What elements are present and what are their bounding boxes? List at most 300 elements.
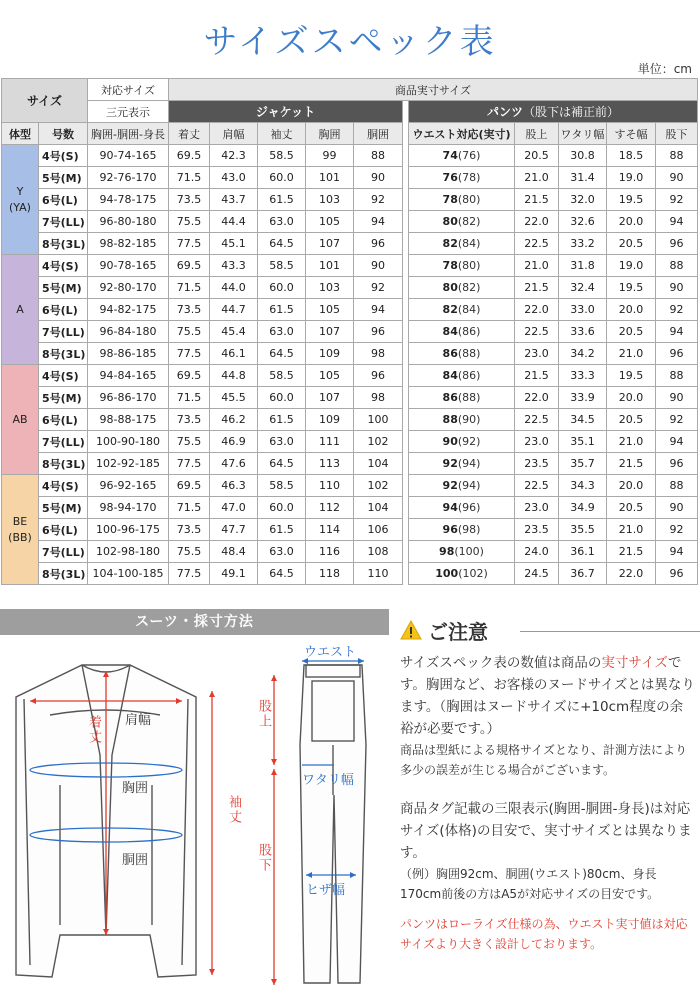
col-thigh: ワタリ幅 [559,123,607,145]
cell-sleeve: 58.5 [258,475,306,497]
cell-hem: 21.5 [607,541,656,563]
cell-hem: 19.0 [607,167,656,189]
warning-icon [400,620,422,640]
table-row [2,167,698,189]
cell-inseam: 94 [656,541,698,563]
cell-shoulder: 43.3 [210,255,258,277]
cell-inseam: 90 [656,277,698,299]
cell-length: 77.5 [169,453,210,475]
label-p-waist: ウエスト [304,645,357,660]
cell-combo: 100-90-180 [88,431,169,453]
cell-shoulder: 45.5 [210,387,258,409]
notice-divider [520,631,700,632]
cell-chest: 107 [306,233,354,255]
cell-waist-p: 92(94) [409,453,515,475]
header-corresponding: 対応サイズ [88,79,169,101]
cell-no: 4号(S) [39,475,88,497]
cell-length: 77.5 [169,563,210,585]
cell-rise: 23.0 [515,431,559,453]
cell-length: 71.5 [169,387,210,409]
cell-waist-j: 92 [354,277,403,299]
cell-waist-p: 74(76) [409,145,515,167]
body-type-cell: Y (YA) [2,145,39,255]
col-no: 号数 [39,123,88,145]
cell-waist-p: 92(94) [409,475,515,497]
table-row [2,431,698,453]
cell-no: 7号(LL) [39,211,88,233]
cell-no: 7号(LL) [39,541,88,563]
cell-shoulder: 45.4 [210,321,258,343]
cell-sleeve: 61.5 [258,189,306,211]
cell-inseam: 92 [656,409,698,431]
cell-hem: 21.0 [607,519,656,541]
notice-body [400,652,696,954]
cell-inseam: 96 [656,233,698,255]
cell-combo: 90-74-165 [88,145,169,167]
cell-length: 73.5 [169,409,210,431]
label-sleeve: 袖丈 [226,795,241,825]
header-jacket: ジャケット [169,101,403,123]
cell-thigh: 34.2 [559,343,607,365]
cell-sleeve: 60.0 [258,387,306,409]
cell-shoulder: 46.2 [210,409,258,431]
cell-hem: 19.5 [607,277,656,299]
cell-shoulder: 44.7 [210,299,258,321]
cell-shoulder: 46.1 [210,343,258,365]
body-type-cell: A [2,255,39,365]
cell-waist-p: 80(82) [409,211,515,233]
cell-combo: 94-84-165 [88,365,169,387]
cell-shoulder: 49.1 [210,563,258,585]
cell-combo: 94-82-175 [88,299,169,321]
cell-sleeve: 63.0 [258,321,306,343]
cell-chest: 112 [306,497,354,519]
cell-waist-j: 104 [354,453,403,475]
cell-no: 7号(LL) [39,321,88,343]
cell-waist-j: 102 [354,431,403,453]
cell-shoulder: 48.4 [210,541,258,563]
table-row [2,343,698,365]
cell-shoulder: 44.4 [210,211,258,233]
table-row [2,189,698,211]
cell-waist-p: 94(96) [409,497,515,519]
cell-rise: 21.5 [515,365,559,387]
cell-chest: 105 [306,211,354,233]
cell-combo: 92-76-170 [88,167,169,189]
cell-combo: 104-100-185 [88,563,169,585]
table-row [2,321,698,343]
cell-chest: 101 [306,255,354,277]
cell-rise: 22.0 [515,299,559,321]
cell-chest: 107 [306,387,354,409]
cell-sleeve: 60.0 [258,277,306,299]
cell-waist-p: 98(100) [409,541,515,563]
table-row [2,299,698,321]
table-row [2,541,698,563]
cell-waist-j: 88 [354,145,403,167]
cell-length: 69.5 [169,145,210,167]
cell-chest: 109 [306,409,354,431]
cell-rise: 21.0 [515,167,559,189]
cell-hem: 20.5 [607,409,656,431]
table-row [2,453,698,475]
cell-chest: 103 [306,189,354,211]
cell-thigh: 35.5 [559,519,607,541]
cell-chest: 114 [306,519,354,541]
cell-thigh: 36.1 [559,541,607,563]
cell-rise: 23.5 [515,519,559,541]
cell-inseam: 94 [656,211,698,233]
cell-waist-j: 96 [354,365,403,387]
cell-rise: 22.5 [515,409,559,431]
cell-waist-j: 110 [354,563,403,585]
cell-thigh: 34.5 [559,409,607,431]
cell-waist-p: 86(88) [409,387,515,409]
cell-waist-p: 82(84) [409,299,515,321]
cell-waist-j: 90 [354,255,403,277]
cell-inseam: 96 [656,563,698,585]
cell-hem: 19.0 [607,255,656,277]
cell-inseam: 88 [656,365,698,387]
notice-header [400,617,488,643]
cell-thigh: 33.2 [559,233,607,255]
cell-shoulder: 46.3 [210,475,258,497]
cell-hem: 20.0 [607,211,656,233]
cell-hem: 20.5 [607,321,656,343]
cell-shoulder: 44.8 [210,365,258,387]
cell-no: 4号(S) [39,365,88,387]
cell-rise: 23.0 [515,343,559,365]
cell-waist-p: 80(82) [409,277,515,299]
cell-length: 75.5 [169,431,210,453]
cell-thigh: 36.7 [559,563,607,585]
table-row [2,233,698,255]
cell-inseam: 94 [656,321,698,343]
label-waist: 胴囲 [122,853,149,868]
cell-no: 4号(S) [39,255,88,277]
cell-combo: 96-80-180 [88,211,169,233]
label-length: 着丈 [86,715,101,745]
cell-shoulder: 47.0 [210,497,258,519]
cell-inseam: 90 [656,167,698,189]
cell-no: 8号(3L) [39,563,88,585]
cell-rise: 24.0 [515,541,559,563]
cell-thigh: 33.3 [559,365,607,387]
cell-waist-p: 100(102) [409,563,515,585]
cell-waist-p: 86(88) [409,343,515,365]
cell-chest: 110 [306,475,354,497]
cell-waist-p: 78(80) [409,189,515,211]
cell-chest: 105 [306,365,354,387]
cell-waist-j: 100 [354,409,403,431]
cell-waist-p: 96(98) [409,519,515,541]
col-combo: 胸囲-胴囲-身長 [88,123,169,145]
table-row [2,365,698,387]
cell-chest: 116 [306,541,354,563]
cell-no: 6号(L) [39,189,88,211]
cell-rise: 23.0 [515,497,559,519]
cell-waist-j: 94 [354,211,403,233]
cell-no: 8号(3L) [39,233,88,255]
cell-shoulder: 43.0 [210,167,258,189]
cell-chest: 111 [306,431,354,453]
unit-label: 単位：cm [637,62,692,76]
cell-chest: 101 [306,167,354,189]
cell-hem: 19.5 [607,365,656,387]
col-waist-p: ウエスト対応(実寸) [409,123,515,145]
col-rise: 股上 [515,123,559,145]
cell-length: 75.5 [169,541,210,563]
notice-p5: パンツはローライズ仕様の為、ウエスト実寸値は対応サイズより大きく設計しております。 [400,917,688,951]
cell-sleeve: 58.5 [258,255,306,277]
cell-hem: 20.0 [607,475,656,497]
cell-waist-j: 96 [354,321,403,343]
cell-rise: 21.5 [515,189,559,211]
cell-length: 77.5 [169,343,210,365]
cell-thigh: 33.9 [559,387,607,409]
measure-figure [0,635,389,1000]
notice-p1: サイズスペック表の数値は商品の実寸サイズです。胸囲など、お客様のヌードサイズとは異なります。（胸囲はヌードサイズに+10cm程度の余裕が必要です。） [400,655,695,737]
table-row [2,387,698,409]
cell-length: 69.5 [169,255,210,277]
cell-chest: 109 [306,343,354,365]
cell-inseam: 90 [656,387,698,409]
cell-rise: 22.0 [515,211,559,233]
cell-chest: 99 [306,145,354,167]
col-body: 体型 [2,123,39,145]
table-row [2,497,698,519]
cell-length: 69.5 [169,365,210,387]
cell-sleeve: 64.5 [258,233,306,255]
cell-combo: 100-96-175 [88,519,169,541]
cell-thigh: 34.9 [559,497,607,519]
cell-thigh: 31.4 [559,167,607,189]
cell-combo: 102-98-180 [88,541,169,563]
cell-shoulder: 44.0 [210,277,258,299]
cell-rise: 21.5 [515,277,559,299]
label-p-hem: ヒザ幅 [306,883,346,898]
howto-title: スーツ・採寸方法 [0,609,389,635]
table-row [2,145,698,167]
pants-drawing [300,665,366,983]
cell-length: 77.5 [169,233,210,255]
cell-inseam: 92 [656,519,698,541]
cell-no: 8号(3L) [39,343,88,365]
cell-waist-j: 104 [354,497,403,519]
cell-thigh: 33.0 [559,299,607,321]
cell-no: 6号(L) [39,519,88,541]
cell-thigh: 32.4 [559,277,607,299]
label-p-thigh: ワタリ幅 [302,773,354,788]
cell-combo: 98-86-185 [88,343,169,365]
cell-chest: 103 [306,277,354,299]
cell-waist-j: 96 [354,233,403,255]
cell-combo: 92-80-170 [88,277,169,299]
cell-sleeve: 64.5 [258,453,306,475]
col-inseam: 股下 [656,123,698,145]
cell-hem: 21.0 [607,343,656,365]
cell-thigh: 34.3 [559,475,607,497]
cell-inseam: 92 [656,189,698,211]
table-row [2,475,698,497]
cell-waist-j: 90 [354,167,403,189]
cell-rise: 23.5 [515,453,559,475]
cell-thigh: 35.1 [559,431,607,453]
cell-shoulder: 47.7 [210,519,258,541]
cell-no: 4号(S) [39,145,88,167]
cell-waist-p: 76(78) [409,167,515,189]
cell-hem: 20.5 [607,497,656,519]
cell-thigh: 32.6 [559,211,607,233]
cell-thigh: 33.6 [559,321,607,343]
cell-waist-j: 92 [354,189,403,211]
col-waist-j: 胴囲 [354,123,403,145]
cell-length: 73.5 [169,189,210,211]
cell-shoulder: 45.1 [210,233,258,255]
cell-thigh: 32.0 [559,189,607,211]
cell-hem: 21.0 [607,431,656,453]
body-type-cell: BE (BB) [2,475,39,585]
cell-sleeve: 64.5 [258,343,306,365]
cell-hem: 20.0 [607,387,656,409]
label-p-rise: 股上 [256,699,271,729]
cell-inseam: 90 [656,497,698,519]
cell-waist-p: 78(80) [409,255,515,277]
cell-no: 5号(M) [39,277,88,299]
header-goods: 商品実寸サイズ [169,79,698,101]
cell-rise: 20.5 [515,145,559,167]
cell-combo: 102-92-185 [88,453,169,475]
table-row [2,255,698,277]
col-hem: すそ幅 [607,123,656,145]
cell-inseam: 88 [656,145,698,167]
cell-combo: 94-78-175 [88,189,169,211]
cell-waist-p: 82(84) [409,233,515,255]
cell-combo: 98-82-185 [88,233,169,255]
cell-length: 73.5 [169,519,210,541]
cell-length: 73.5 [169,299,210,321]
cell-thigh: 30.8 [559,145,607,167]
cell-inseam: 94 [656,431,698,453]
suit-illustration [0,635,389,1000]
cell-sleeve: 60.0 [258,167,306,189]
cell-rise: 22.5 [515,233,559,255]
cell-rise: 22.5 [515,475,559,497]
cell-waist-j: 108 [354,541,403,563]
cell-chest: 118 [306,563,354,585]
cell-sleeve: 64.5 [258,563,306,585]
cell-hem: 18.5 [607,145,656,167]
cell-sleeve: 63.0 [258,211,306,233]
label-chest: 胸囲 [122,781,149,796]
cell-shoulder: 47.6 [210,453,258,475]
cell-hem: 22.0 [607,563,656,585]
cell-shoulder: 42.3 [210,145,258,167]
cell-hem: 20.5 [607,233,656,255]
cell-waist-p: 90(92) [409,431,515,453]
cell-no: 5号(M) [39,167,88,189]
cell-no: 7号(LL) [39,431,88,453]
cell-rise: 22.5 [515,321,559,343]
table-row [2,563,698,585]
cell-inseam: 88 [656,475,698,497]
cell-shoulder: 43.7 [210,189,258,211]
body-type-cell: AB [2,365,39,475]
cell-waist-j: 102 [354,475,403,497]
cell-waist-j: 98 [354,387,403,409]
cell-waist-j: 106 [354,519,403,541]
cell-waist-p: 88(90) [409,409,515,431]
cell-no: 5号(M) [39,497,88,519]
cell-chest: 105 [306,299,354,321]
notice-title: ご注意 [428,619,488,644]
cell-inseam: 96 [656,453,698,475]
cell-combo: 90-78-165 [88,255,169,277]
cell-hem: 21.5 [607,453,656,475]
table-row [2,519,698,541]
cell-length: 71.5 [169,167,210,189]
cell-rise: 21.0 [515,255,559,277]
notice-p3: 商品タグ記載の三限表示(胸囲-胴囲-身長)は対応サイズ(体格)の目安で、実寸サイズとは異なります。 [400,801,692,861]
table-row [2,211,698,233]
header-pants: パンツ（股下は補正前） [409,101,698,123]
cell-length: 75.5 [169,321,210,343]
cell-no: 8号(3L) [39,453,88,475]
col-chest: 胸囲 [306,123,354,145]
cell-hem: 19.5 [607,189,656,211]
cell-combo: 98-94-170 [88,497,169,519]
cell-inseam: 92 [656,299,698,321]
cell-sleeve: 61.5 [258,519,306,541]
cell-hem: 20.0 [607,299,656,321]
cell-thigh: 31.8 [559,255,607,277]
cell-no: 6号(L) [39,299,88,321]
cell-waist-p: 84(86) [409,321,515,343]
cell-thigh: 35.7 [559,453,607,475]
notice-p4: （例）胸囲92cm、胴囲(ウエスト)80cm、身長170cm前後の方はA5が対応サイズの目安です。 [400,867,660,901]
cell-sleeve: 63.0 [258,431,306,453]
col-sleeve: 袖丈 [258,123,306,145]
cell-combo: 98-88-175 [88,409,169,431]
cell-waist-p: 84(86) [409,365,515,387]
cell-combo: 96-86-170 [88,387,169,409]
cell-chest: 107 [306,321,354,343]
cell-sleeve: 61.5 [258,409,306,431]
col-length: 着丈 [169,123,210,145]
cell-waist-j: 98 [354,343,403,365]
col-shoulder: 肩幅 [210,123,258,145]
cell-inseam: 88 [656,255,698,277]
cell-shoulder: 46.9 [210,431,258,453]
cell-sleeve: 61.5 [258,299,306,321]
cell-length: 69.5 [169,475,210,497]
cell-rise: 22.0 [515,387,559,409]
cell-length: 75.5 [169,211,210,233]
label-shoulder: 肩幅 [125,713,152,728]
page-title: サイズスペック表 [203,22,497,62]
header-three: 三元表示 [88,101,169,123]
size-spec-table [1,78,698,585]
cell-chest: 113 [306,453,354,475]
table-row [2,277,698,299]
cell-length: 71.5 [169,277,210,299]
cell-sleeve: 58.5 [258,365,306,387]
cell-sleeve: 58.5 [258,145,306,167]
cell-combo: 96-84-180 [88,321,169,343]
cell-no: 6号(L) [39,409,88,431]
cell-combo: 96-92-165 [88,475,169,497]
cell-sleeve: 60.0 [258,497,306,519]
